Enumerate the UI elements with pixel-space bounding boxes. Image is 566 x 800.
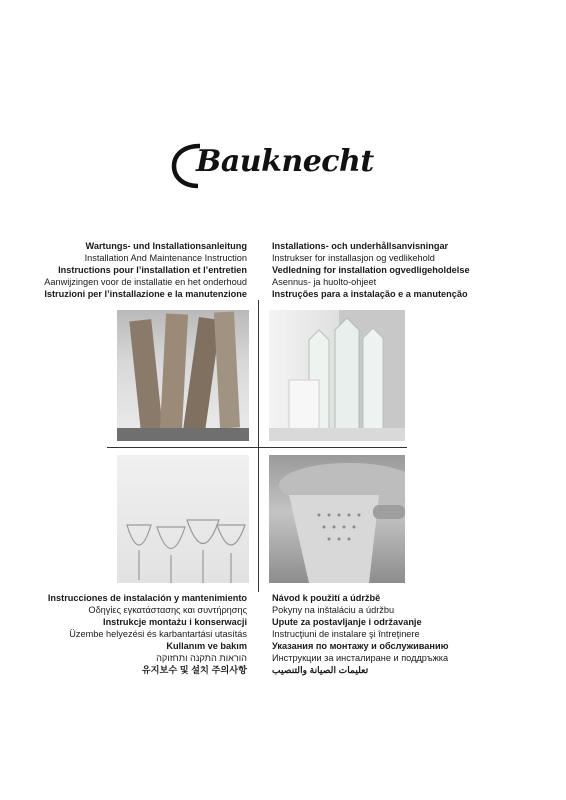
title-da: Vedledning for installation ogvedligeholdelse [272, 265, 470, 275]
bottles-image [269, 310, 405, 441]
languages-bottom-right [272, 592, 532, 676]
vertical-divider [258, 300, 259, 592]
title-sk: Pokyny na inštaláciu a údržbu [272, 605, 395, 615]
title-es: Instrucciones de instalación y mantenimiento [47, 593, 247, 603]
title-en: Installation And Maintenance Instruction [84, 253, 247, 263]
title-el: Οδηγίες εγκατάστασης και συντήρησης [88, 605, 247, 615]
languages-bottom-left [0, 592, 247, 676]
wineglasses-image [117, 455, 249, 583]
title-hr: Upute za postavljanje i održavanje [272, 617, 422, 627]
photo-bottles [269, 310, 405, 441]
title-de: Wartungs- und Installationsanleitung [85, 241, 247, 251]
title-pl: Instrukcje montażu i konserwacji [103, 617, 247, 627]
languages-top-left [0, 240, 247, 300]
title-ro: Instrucţiuni de instalare şi întreţinere [272, 629, 420, 639]
title-fr: Instructions pour l’installation et l’entretien [58, 265, 247, 275]
title-no: Instrukser for installasjon og vedlikehold [272, 253, 435, 263]
photo-metal-colander [269, 455, 405, 583]
brand-name: Bauknecht [196, 144, 374, 179]
title-cs: Návod k použití a údržbě [272, 593, 381, 603]
title-nl: Aanwijzingen voor de installatie en het onderhoud [44, 277, 247, 287]
colander-image [269, 455, 405, 583]
languages-top-right [272, 240, 532, 300]
title-ru: Указания по монтажу и обслуживанию [272, 641, 449, 651]
title-bg: Инструкции за инсталиране и поддръжка [272, 653, 449, 663]
title-pt: Instruções para a instalação e a manutenção [272, 289, 468, 299]
photo-clothespegs [117, 310, 249, 441]
photo-wineglasses [117, 455, 249, 583]
title-fi: Asennus- ja huolto-ohjeet [272, 277, 377, 287]
brand-logo [170, 140, 374, 192]
title-sv: Installations- och underhållsanvisningar [272, 241, 449, 251]
horizontal-divider [107, 447, 407, 448]
title-ar: تعليمات الصيانة والتنصيب [272, 665, 369, 675]
title-ko: 유지보수 및 설치 주의사항 [141, 665, 247, 675]
title-hu: Üzembe helyezési és karbantartási utasítás [69, 629, 247, 639]
title-tr: Kullanım ve bakım [166, 641, 247, 651]
title-it: Istruzioni per l’installazione e la manutenzione [44, 289, 247, 299]
clothespeg-image [117, 310, 249, 441]
title-he: הוראות התקנה ותחזוקה [156, 653, 247, 663]
